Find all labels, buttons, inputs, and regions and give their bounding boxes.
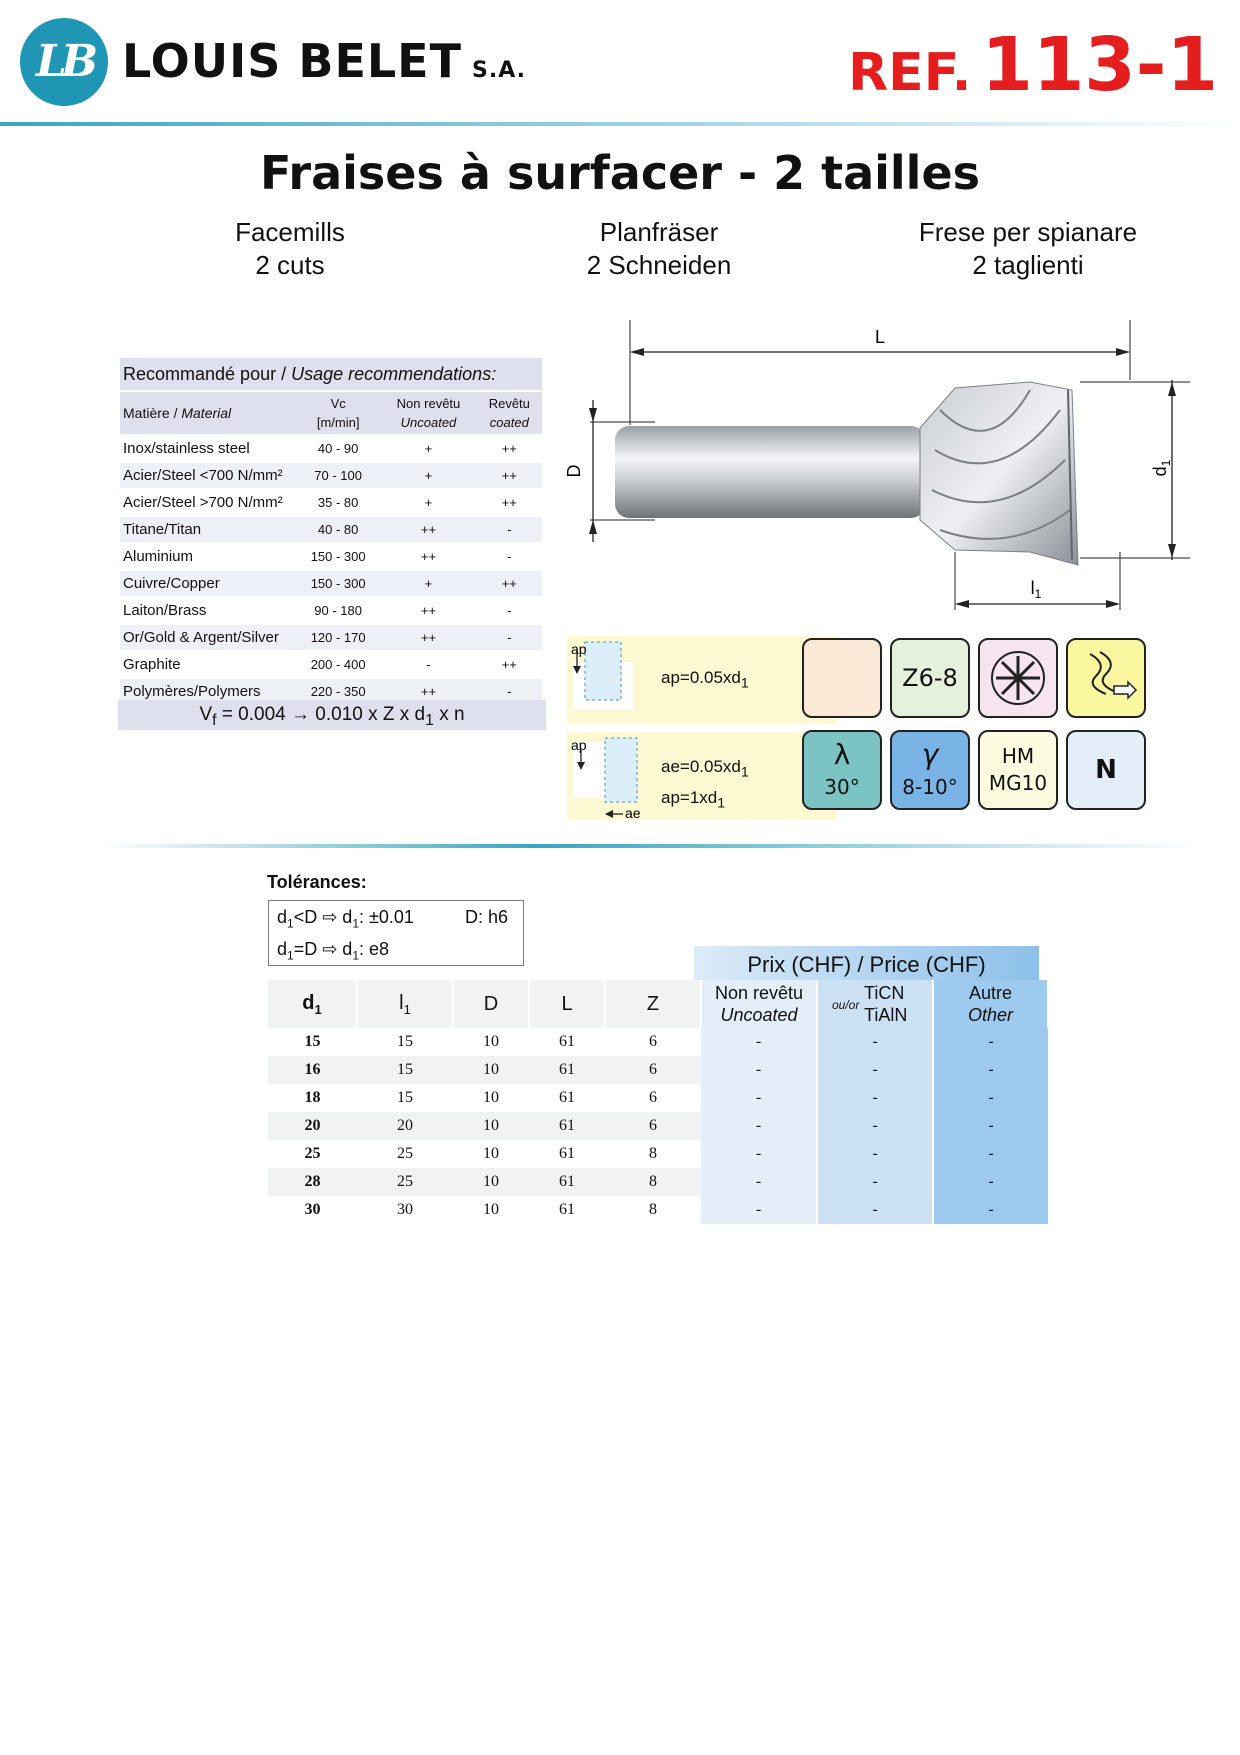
cut-param-slotting	[567, 636, 837, 724]
cell-price-p1: -	[701, 1196, 817, 1224]
cell-d1: 18	[304, 1089, 321, 1106]
tolerances-title: Tolérances:	[267, 872, 367, 892]
table-row	[268, 1084, 1048, 1112]
usage-cell-uncoated: -	[426, 657, 431, 672]
tool-type-icon: N	[1066, 730, 1146, 810]
chip-evacuation-icon	[1066, 638, 1146, 718]
teeth-count-icon: Z6-8	[890, 638, 970, 718]
blank-icon-box	[802, 638, 882, 718]
label-l1	[1031, 578, 1042, 601]
table-row	[268, 1112, 1048, 1140]
col-D: D	[453, 980, 529, 1028]
grade-hm: HM	[1001, 744, 1035, 768]
usage-col-material-en: Material	[181, 405, 232, 421]
side-ap-text: ap=1xd	[661, 788, 718, 808]
feed-formula	[118, 700, 546, 730]
usage-col-vc-2: [m/min]	[316, 415, 360, 430]
slotting-diagram	[567, 636, 647, 724]
table-row	[268, 1028, 1048, 1056]
usage-cell-material: Polymères/Polymers	[120, 679, 296, 704]
usage-cell-coated: ++	[501, 657, 517, 672]
subtitle-it	[878, 216, 1178, 282]
usage-cell-coated: -	[477, 625, 542, 650]
label-L: L	[874, 327, 886, 347]
cell-price-p1: -	[701, 1168, 817, 1196]
tolerance-line-1	[277, 907, 414, 931]
cell-l1: 25	[397, 1145, 413, 1162]
side-milling-diagram	[567, 732, 647, 820]
carbide-grade-icon	[978, 730, 1058, 810]
cell-D: 10	[483, 1089, 499, 1106]
formula-sub: f	[212, 711, 217, 729]
col-l1-sub: 1	[403, 1001, 411, 1017]
usage-col-coated-2: coated	[489, 415, 529, 430]
usage-col-uncoated	[380, 392, 476, 434]
tol1-c: : ±0.01	[359, 907, 414, 927]
cell-price-p3: -	[933, 1140, 1048, 1168]
usage-cell-material: Inox/stainless steel	[123, 440, 250, 457]
cell-D: 10	[483, 1201, 499, 1218]
tol1-sub-a: 1	[287, 916, 294, 931]
cell-price-p1: -	[701, 1112, 817, 1140]
col-price-other	[933, 980, 1048, 1028]
col-coated-2: TiAlN	[864, 1005, 908, 1025]
label-l1-sub: 1	[1034, 587, 1042, 601]
usage-row	[120, 571, 542, 596]
cell-d1: 28	[268, 1168, 357, 1196]
usage-cell-material: Laiton/Brass	[123, 602, 207, 619]
col-price-coated	[817, 980, 933, 1028]
usage-cell-material: Or/Gold & Argent/Silver	[120, 625, 296, 650]
usage-cell-uncoated: ++	[420, 603, 437, 618]
cell-L: 61	[559, 1089, 575, 1106]
cell-price-p2: -	[817, 1168, 933, 1196]
usage-row	[120, 463, 542, 488]
usage-cell-coated: ++	[501, 441, 517, 456]
col-l1	[357, 980, 453, 1028]
cell-D: 10	[453, 1112, 529, 1140]
usage-cell-coated: ++	[501, 495, 517, 510]
usage-cell-vc: 220 - 350	[296, 679, 380, 704]
usage-col-vc-1: Vc	[330, 396, 346, 411]
cell-price-p1: -	[701, 1140, 817, 1168]
tol2-c: : e8	[359, 939, 390, 959]
formula-end: x n	[433, 704, 465, 725]
cell-l1: 20	[357, 1112, 453, 1140]
cell-price-p3: -	[933, 1028, 1048, 1056]
cell-D: 10	[483, 1145, 499, 1162]
cut-param-side-milling	[567, 732, 837, 820]
usage-title-en: Usage recommendations:	[291, 363, 497, 384]
tol1-b: <D ⇨ d	[293, 907, 353, 927]
cell-l1: 15	[397, 1033, 413, 1050]
cell-Z: 8	[649, 1201, 657, 1218]
cell-price-p3: -	[933, 1056, 1048, 1084]
side-ae-text: ae=0.05xd	[661, 757, 741, 776]
company-logo	[20, 18, 108, 106]
usage-row	[120, 517, 542, 542]
side-ae-value	[661, 754, 749, 785]
usage-cell-material: Titane/Titan	[120, 517, 296, 542]
cell-L: 61	[529, 1168, 605, 1196]
cell-L: 61	[529, 1056, 605, 1084]
label-d1	[1150, 459, 1173, 476]
subtitle-de-line1: Planfräser	[599, 217, 719, 247]
side-ap-sub: 1	[717, 795, 726, 812]
col-L: L	[529, 980, 605, 1028]
tool-drawing	[560, 320, 1200, 620]
cell-L: 61	[529, 1112, 605, 1140]
col-uncoated-2: Uncoated	[720, 1005, 798, 1025]
grade-mg10: MG10	[988, 771, 1048, 795]
slotting-ap-label: ap	[571, 641, 587, 657]
usage-col-material-fr: Matière /	[123, 405, 182, 421]
usage-body	[120, 436, 542, 704]
logo-monogram: LB	[35, 36, 93, 87]
usage-row	[120, 436, 542, 461]
usage-cell-vc: 90 - 180	[314, 603, 362, 618]
usage-col-uncoated-1: Non revêtu	[396, 396, 461, 411]
col-d1	[268, 980, 357, 1028]
usage-cell-uncoated: +	[380, 571, 476, 596]
col-uncoated-1: Non revêtu	[714, 983, 804, 1003]
tool-head	[920, 382, 1078, 565]
side-milling-values	[661, 754, 749, 817]
cell-Z: 8	[649, 1145, 657, 1162]
tol2-sub-a: 1	[287, 948, 294, 963]
usage-cell-vc: 150 - 300	[296, 571, 380, 596]
usage-cell-uncoated: ++	[380, 625, 476, 650]
subtitle-de-line2: 2 Schneiden	[586, 250, 732, 280]
slotting-ap-sub: 1	[740, 675, 749, 692]
subtitle-en-line1: Facemills	[235, 217, 345, 247]
cell-price-p2: -	[817, 1112, 933, 1140]
cell-d1: 15	[304, 1033, 321, 1050]
usage-cell-vc: 70 - 100	[296, 463, 380, 488]
usage-header-row	[120, 392, 542, 434]
side-ae-label: ae	[625, 805, 641, 820]
cell-Z: 6	[649, 1089, 657, 1106]
table-row	[268, 1196, 1048, 1224]
formula-rhs: = 0.004 → 0.010 x Z x d	[216, 704, 426, 725]
usage-cell-vc: 150 - 300	[310, 549, 366, 564]
cell-l1: 30	[397, 1201, 413, 1218]
usage-col-uncoated-2: Uncoated	[400, 415, 457, 430]
usage-cell-uncoated: ++	[380, 517, 476, 542]
subtitle-de	[509, 216, 809, 282]
usage-cell-coated: ++	[477, 571, 542, 596]
usage-col-vc	[296, 392, 380, 434]
cell-l1: 15	[357, 1056, 453, 1084]
cell-L: 61	[559, 1145, 575, 1162]
dimensions-header-row	[268, 980, 1048, 1028]
subtitle-en-line2: 2 cuts	[255, 250, 325, 280]
dimension-l1	[955, 552, 1120, 610]
dimension-d1	[1080, 380, 1190, 560]
cell-price-p1: -	[701, 1028, 817, 1056]
ref-number: 113-1	[981, 22, 1218, 108]
usage-col-material	[120, 392, 296, 434]
label-l1-main: l	[1030, 578, 1035, 598]
col-other-2: Other	[967, 1005, 1014, 1025]
subtitle-it-line2: 2 taglienti	[972, 250, 1084, 280]
helix-value: 30°	[824, 775, 860, 799]
cell-Z: 6	[605, 1056, 701, 1084]
col-d1-sub: 1	[314, 1001, 322, 1017]
cell-Z: 6	[649, 1033, 657, 1050]
cell-d1: 20	[268, 1112, 357, 1140]
usage-cell-coated: -	[507, 549, 512, 564]
usage-col-coated-1: Revêtu	[488, 396, 530, 411]
usage-cell-coated: -	[507, 603, 512, 618]
cell-Z: 8	[605, 1168, 701, 1196]
usage-cell-vc: 40 - 90	[317, 441, 359, 456]
tol1-a: d	[277, 907, 288, 927]
cell-D: 10	[453, 1168, 529, 1196]
usage-title-row	[120, 358, 542, 390]
col-d1-main: d	[302, 991, 315, 1014]
cell-price-p2: -	[817, 1140, 933, 1168]
slotting-ap-text: ap=0.05xd	[661, 668, 741, 687]
company-suffix: S.A.	[472, 58, 526, 83]
section-divider	[100, 844, 1200, 848]
usage-row	[120, 625, 542, 650]
subtitle-it-line1: Frese per spianare	[918, 217, 1138, 247]
cell-price-p2: -	[817, 1196, 933, 1224]
usage-title	[120, 358, 542, 390]
rake-value: 8-10°	[902, 775, 958, 799]
cell-d1: 30	[304, 1201, 321, 1218]
header-divider	[0, 122, 1240, 126]
col-price-uncoated	[701, 980, 817, 1028]
dimensions-table	[268, 980, 1049, 1224]
helix-angle-icon	[802, 730, 882, 810]
cell-price-p2: -	[817, 1028, 933, 1056]
tol2-sub-b: 1	[352, 948, 359, 963]
usage-row	[120, 490, 542, 515]
usage-cell-vc: 35 - 80	[317, 495, 359, 510]
lambda-symbol: λ	[833, 738, 851, 771]
tol1-sub-b: 1	[352, 916, 359, 931]
slotting-ap-value	[661, 668, 749, 691]
usage-row	[120, 544, 542, 569]
drill-chip-icon	[1068, 640, 1144, 716]
usage-cell-vc: 40 - 80	[296, 517, 380, 542]
company-name	[122, 34, 526, 88]
ref-label: REF.	[848, 43, 972, 103]
company-name-text: LOUIS BELET	[122, 34, 462, 88]
usage-cell-uncoated: +	[424, 441, 433, 456]
cell-price-p3: -	[933, 1168, 1048, 1196]
reference-number	[848, 22, 1218, 108]
cell-d1: 25	[304, 1145, 321, 1162]
label-D: D	[564, 464, 584, 478]
label-d1-sub: 1	[1159, 459, 1173, 467]
label-d1-main: d	[1150, 466, 1170, 477]
cell-price-p3: -	[933, 1196, 1048, 1224]
cell-L: 61	[559, 1033, 575, 1050]
usage-cell-material: Acier/Steel >700 N/mm²	[123, 494, 283, 511]
cell-d1: 16	[268, 1056, 357, 1084]
usage-cell-uncoated: ++	[420, 549, 437, 564]
col-coated-1: TiCN	[864, 983, 905, 1003]
usage-cell-vc: 200 - 400	[310, 657, 366, 672]
usage-cell-coated: ++	[477, 463, 542, 488]
col-or: ou/or	[832, 998, 860, 1012]
gamma-symbol: γ	[921, 738, 939, 771]
cell-l1: 25	[357, 1168, 453, 1196]
usage-cell-uncoated: +	[380, 463, 476, 488]
rake-angle-icon	[890, 730, 970, 810]
usage-cell-material: Aluminium	[123, 548, 194, 565]
cell-Z: 6	[605, 1112, 701, 1140]
cell-price-p2: -	[817, 1084, 933, 1112]
formula-sub2: 1	[425, 711, 434, 729]
col-l1-main: l	[399, 991, 404, 1014]
tolerances-box	[268, 900, 524, 966]
col-other-1: Autre	[968, 983, 1013, 1003]
usage-cell-uncoated: ++	[380, 679, 476, 704]
usage-cell-coated: -	[477, 517, 542, 542]
page-title: Fraises à surfacer - 2 tailles	[259, 146, 981, 200]
star-cut-icon	[980, 640, 1056, 716]
table-row	[268, 1056, 1048, 1084]
usage-cell-uncoated: +	[424, 495, 433, 510]
cell-price-p3: -	[933, 1084, 1048, 1112]
usage-row	[120, 598, 542, 623]
tol2-a: d	[277, 939, 288, 959]
cell-L: 61	[559, 1201, 575, 1218]
usage-table	[120, 356, 542, 706]
price-header: Prix (CHF) / Price (CHF)	[694, 946, 1039, 984]
cell-price-p1: -	[701, 1084, 817, 1112]
usage-row	[120, 652, 542, 677]
cell-l1: 15	[397, 1089, 413, 1106]
dimensions-body	[268, 1028, 1048, 1224]
cell-D: 10	[483, 1033, 499, 1050]
center-cutting-icon	[978, 638, 1058, 718]
usage-cell-material: Cuivre/Copper	[120, 571, 296, 596]
usage-cell-coated: -	[477, 679, 542, 704]
usage-cell-material: Acier/Steel <700 N/mm²	[120, 463, 296, 488]
usage-cell-vc: 120 - 170	[296, 625, 380, 650]
cell-D: 10	[453, 1056, 529, 1084]
tool-shank	[615, 426, 925, 518]
cell-price-p1: -	[701, 1056, 817, 1084]
tol2-b: =D ⇨ d	[293, 939, 353, 959]
cell-price-p3: -	[933, 1112, 1048, 1140]
formula-lhs: V	[199, 704, 213, 725]
cell-price-p2: -	[817, 1056, 933, 1084]
tolerance-line-2	[277, 939, 389, 963]
table-row	[268, 1140, 1048, 1168]
usage-title-fr: Recommandé pour /	[123, 363, 292, 384]
table-row	[268, 1168, 1048, 1196]
side-ae-sub: 1	[740, 764, 749, 781]
subtitle-en	[140, 216, 440, 282]
tolerance-D: D: h6	[465, 907, 509, 927]
side-ap-label: ap	[571, 737, 587, 753]
usage-cell-material: Graphite	[123, 656, 181, 673]
col-Z: Z	[605, 980, 701, 1028]
side-ap-value	[661, 785, 749, 816]
usage-col-coated	[477, 392, 542, 434]
